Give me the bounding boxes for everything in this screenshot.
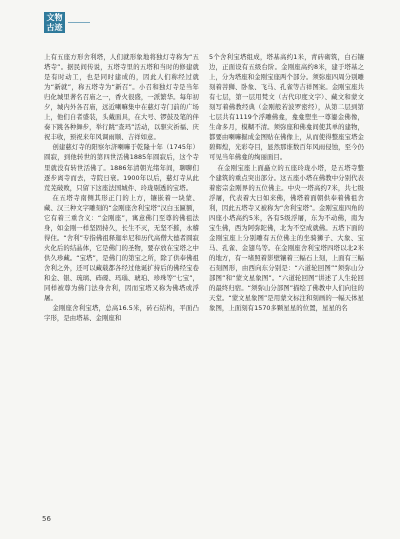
right-column (209, 52, 364, 507)
paragraph: 金刚座舍利宝塔，总高16.5米，砖石结构，平面凸字形，是由塔基、金刚座和 (44, 304, 199, 323)
article-body (44, 52, 364, 507)
paragraph: 在金刚宝座上面矗立的五座玲珑小塔，是五塔寺整个建筑的重点突出部分。这五座小塔在佛教中分别代表着密宗金刚界的五位佛主。中央一塔高约7米，共七级浮屠，代表着大日如来佛，佛塔着面朝供奉着佛祖舍利，因此五塔寺又被称为“舍利宝塔”。金刚宝座四角的四座小塔高约5米，各有5级浮屠，东为不动佛，南为宝生佛，西为阿弥陀佛，北为不空成就佛。五塔下面的金刚宝座上分别雕有五位佛主的坐骑狮子、大象、宝马、孔雀、金翅鸟等。在金刚座舍利宝塔四塔以北2米的地方，有一堵照着影壁镶着三幅石上刻，上面有三幅石刻图形，由西向东分别是：“六道轮回图”“须弥山分部图”和“蒙文星象图”。“六道轮回图”讲述了人生轮回的最终归宿。“须弥山分部图”描绘了佛教中人们向往的天堂。“蒙文星象图”是用蒙文标注和刻画的一幅天体星象图，上面刻有1570多颗星星的位置，星星的名 (209, 163, 364, 313)
section-badge (44, 12, 65, 33)
paragraph: 5个舍利宝塔组成，塔基高约1米，青砖砌筑，白石镶边，正面设有五级台阶。金刚座高约8米，建于塔基之上，分为塔座和金刚宝座两个部分。须弥座四周分别雕刻着菩狮、卧象、飞马、孔雀等吉祥图案。金刚宝座共有七层，第一层用梵文（古代印度文字）、藏文和蒙文刻写着佛教经典（金刚般若波罗密经），从第二层到第七层共有1119个浮雕佛龛，龛龛塑坐一尊鎏金佛像，生命多月，模糊不清。须弥座和佛龛间使其单的建物，都要由喇嘛掘成金图贴在佛像上，从而使得整座宝塔金碧辉煌，光彩夺目，显然那谁数百年风雨侵蚀，至今仍可见当年佛龛的绚丽面目。 (209, 53, 364, 162)
paragraph: 上有五座方形舍利塔，人们就形象地将独灯寺称为“五塔寺”。据民间传说，五塔寺里的五塔和当时的修建就是有时动工，也是同时建成的，因此人们称经过就为“新就”，称五塔寺为“新召”。小召和独灯寺是当年归化城里著名召庙之一，香火很盛，一派繁华。每年初夕，城内外各召庙，远近喇嘛集中在慈灯寺门前的广场上，他们自者盛装，头戴面具，在大号、锣鼓及笔的伴奏下跳各种舞步，举行跳“查玛”活动，以驱灾祈福、庆祝丰收，预祝来年风调雨顺、吉祥如意。 (44, 53, 199, 142)
paragraph: 在五塔寺南侧其形正门的上方，镶嵌着一块蒙、藏、汉三种文字雕刻的“金刚座舍利宝塔”汉白玉匾额，它有着三重含义：“金刚座”，寓意佛门至尊的佛祖法身，如金刚一样坚固持久，长生不灭，无坚不摧，永稽得住。“舍利”专指佛祖释迦牟尼和历代高僧大德者圆寂火化后的结晶体，它是佛门的圣物，要存放在宝塔之中供久珍藏。“宝塔”，是佛门的第宝之所，除了供奉佛祖舍利之外，还可以藏载都各经过他诞扩持后的佛经宝卷和金、银、琉璃、砗磲、玛瑙、琥珀、珍珠等“七宝”，同样被尊为佛门法身舍利，因而宝塔又称为佛塔或浮屠。 (44, 193, 199, 303)
left-column (44, 52, 199, 507)
badge-line-1: 文物 (46, 13, 63, 22)
header-rule (68, 22, 90, 23)
paragraph: 创建慈灯寺的阳察尔济喇嘛于乾隆十年（1745年）圆寂，到他转世的第四世活佛1885年圆寂后，这个寺里就没有转世活佛了。1886年清朝光绪年间，聊聊们逐步离寺而去，寺院日衰。1900年以后，慈灯寺从此荒芜破败，只留下这座法国城件、玲珑剔透的宝塔。 (44, 143, 199, 192)
badge-line-2: 古迹 (46, 22, 63, 32)
page-number: 56 (42, 515, 51, 523)
section-header (44, 12, 90, 33)
